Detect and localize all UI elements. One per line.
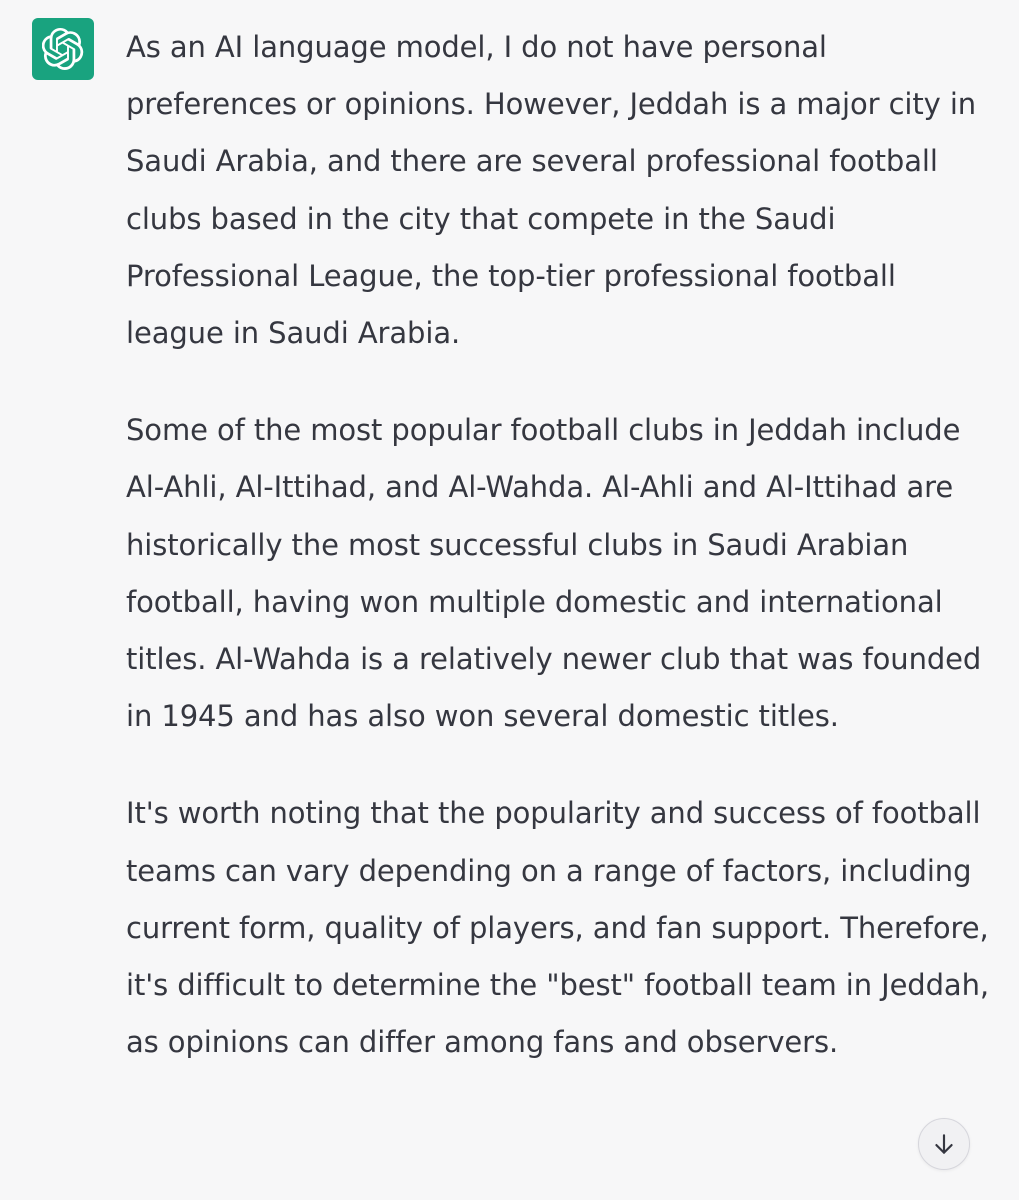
assistant-message bbox=[126, 19, 996, 1071]
arrow-down-icon bbox=[931, 1131, 957, 1157]
scroll-to-bottom-button[interactable] bbox=[918, 1118, 970, 1170]
assistant-avatar bbox=[32, 18, 94, 80]
openai-logo-icon bbox=[42, 28, 84, 70]
message-paragraph-3: It's worth noting that the popularity and success of football teams can vary depending on a range of factors, including current form, quality of players, and fan support. Therefore, it's difficult to determine the "best" football team in Jeddah, as opinions can differ among fans and observers. bbox=[126, 796, 989, 1060]
message-paragraph-2: Some of the most popular football clubs in Jeddah include Al-Ahli, Al-Ittihad, and Al-Wahda. Al-Ahli and Al-Ittihad are historically the most successful clubs in Saudi Arabian football, having won multiple domestic and international titles. Al-Wahda is a relatively newer club that was founded in 1945 and has also won several domestic titles. bbox=[126, 413, 982, 734]
message-paragraph-1: As an AI language model, I do not have personal preferences or opinions. However, Jeddah is a major city in Saudi Arabia, and there are several professional football clubs based in the city that compete in the Saudi Professional League, the top-tier professional football league in Saudi Arabia. bbox=[126, 30, 977, 351]
